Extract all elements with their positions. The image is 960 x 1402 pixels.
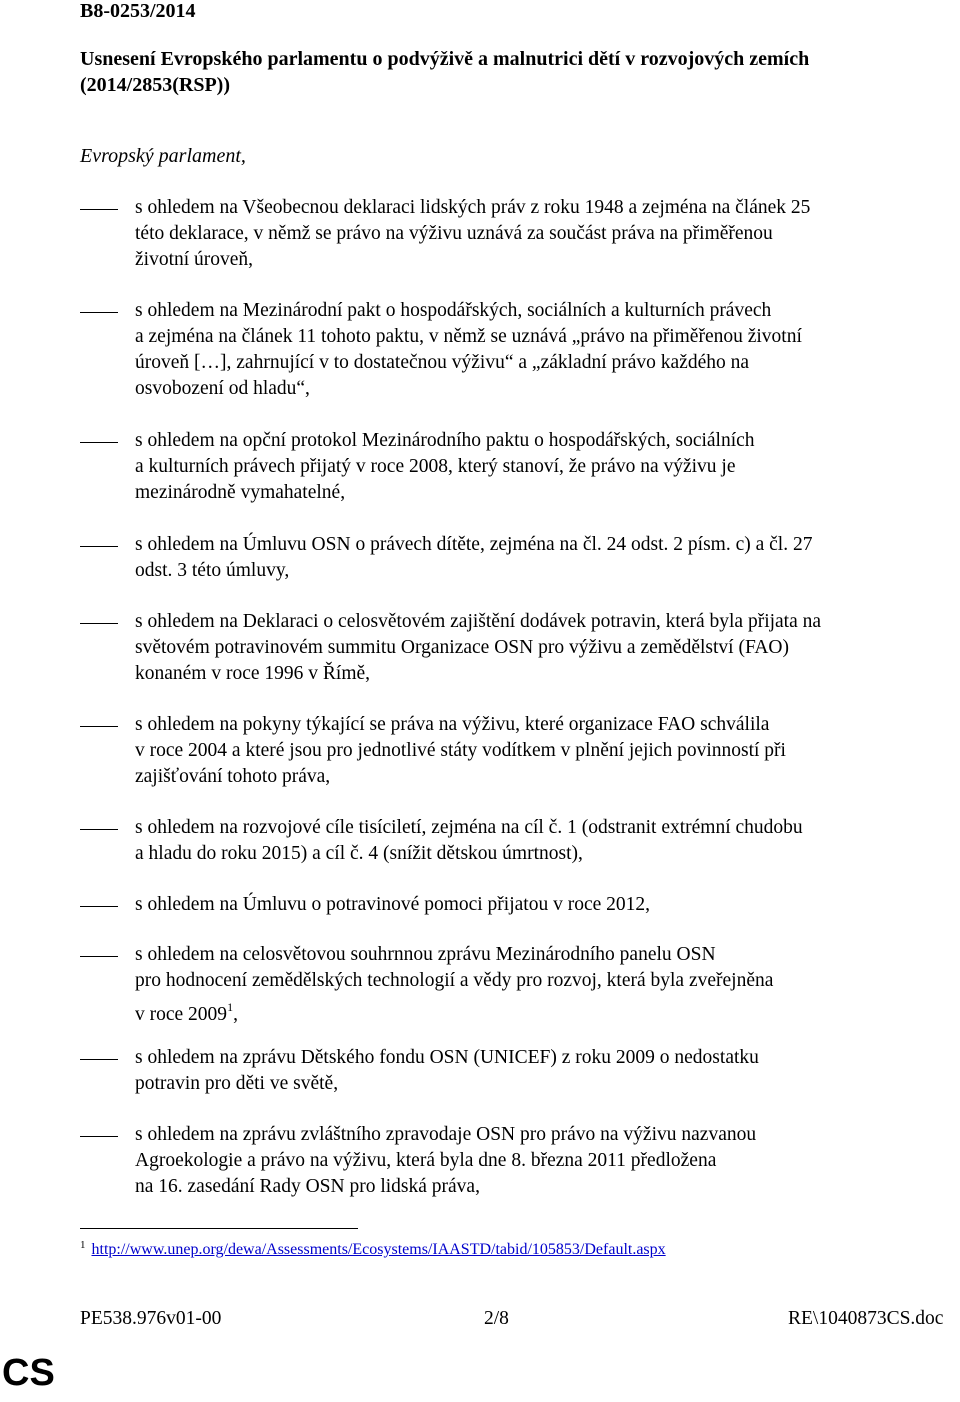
footnote-link[interactable]: http://www.unep.org/dewa/Assessments/Ecosystems/IAASTD/tabid/105853/Default.aspx (91, 1241, 666, 1258)
footnote-reference[interactable]: 1 (227, 1000, 234, 1014)
footer-file-name: RE\1040873CS.doc (788, 1308, 944, 1329)
clause-line-text: v roce 2009 (135, 1004, 228, 1025)
title-line: (2014/2853(RSP)) (80, 74, 230, 96)
clause-line: s ohledem na zprávu Dětského fondu OSN (UNICEF) z roku 2009 o nedostatku (135, 1047, 759, 1068)
clause-line: s ohledem na Úmluvu OSN o právech dítěte, zejména na čl. 24 odst. 2 písm. c) a čl. 27 (135, 534, 813, 555)
clause-line: s ohledem na zprávu zvláštního zpravodaje OSN pro právo na výživu nazvanou (135, 1124, 757, 1145)
dash-bullet (80, 956, 118, 957)
clause-line: světovém potravinovém summitu Organizace OSN pro výživu a zemědělství (FAO) (135, 637, 790, 658)
clause-text (135, 1045, 759, 1097)
footnote (80, 1239, 666, 1259)
clause-line: úroveň […], zahrnující v to dostatečnou výživu“ a „základní právo každého na (135, 352, 750, 373)
clause-line: s ohledem na Úmluvu o potravinové pomoci přijatou v roce 2012, (135, 894, 651, 915)
clause-line: životní úroveň, (135, 249, 254, 270)
clause-text (135, 532, 812, 584)
clause-text (135, 1122, 756, 1200)
dash-bullet (80, 1136, 118, 1137)
clause-line: této deklarace, v němž se právo na výživu uznává za součást práva na přiměřenou (135, 223, 773, 244)
dash-bullet (80, 312, 118, 313)
clause-line: a hladu do roku 2015) a cíl č. 4 (snížit dětskou úmrtnost), (135, 843, 583, 864)
clause-text (135, 195, 810, 273)
document-title (80, 46, 809, 98)
footer-doc-ref: PE538.976v01-00 (80, 1308, 222, 1329)
clause-line: s ohledem na Mezinárodní pakt o hospodářských, sociálních a kulturních právech (135, 300, 772, 321)
clause-line: s ohledem na Deklaraci o celosvětovém zajištění dodávek potravin, která byla přijata na (135, 611, 822, 632)
dash-bullet (80, 906, 118, 907)
intro-text: Evropský parlament, (80, 145, 246, 167)
dash-bullet (80, 546, 118, 547)
language-code: CS (2, 1352, 55, 1394)
dash-bullet (80, 209, 118, 210)
clause-line: konaném v roce 1996 v Římě, (135, 663, 371, 684)
clause-text (135, 815, 803, 867)
clause-line: s ohledem na rozvojové cíle tisíciletí, zejména na cíl č. 1 (odstranit extrémní chudobu (135, 817, 803, 838)
clause-line: s ohledem na Všeobecnou deklaraci lidských práv z roku 1948 a zejména na článek 25 (135, 197, 811, 218)
clause-line: v roce 2004 a které jsou pro jednotlivé státy vodítkem v plnění jejich povinností při (135, 740, 786, 761)
clause-line: pro hodnocení zemědělských technologií a vědy pro rozvoj, která byla zveřejněna (135, 970, 774, 991)
footnote-separator (80, 1228, 358, 1229)
document-id: B8-0253/2014 (80, 0, 196, 22)
clause-text (135, 428, 755, 506)
dash-bullet (80, 442, 118, 443)
clause-line: a zejména na článek 11 tohoto paktu, v němž se uznává „právo na přiměřenou životní (135, 326, 802, 347)
clause-text (135, 942, 773, 1028)
clause-text (135, 298, 802, 402)
dash-bullet (80, 1059, 118, 1060)
dash-bullet (80, 726, 118, 727)
clause-text (135, 712, 786, 790)
clause-line: osvobození od hladu“, (135, 378, 310, 399)
clause-line: na 16. zasedání Rady OSN pro lidská práva, (135, 1176, 480, 1197)
clause-line: zajišťování tohoto práva, (135, 766, 331, 787)
clause-line: s ohledem na pokyny týkající se práva na výživu, které organizace FAO schválila (135, 714, 770, 735)
dash-bullet (80, 623, 118, 624)
clause-text (135, 609, 821, 687)
clause-line (135, 994, 773, 1028)
dash-bullet (80, 829, 118, 830)
clause-line: a kulturních právech přijatý v roce 2008, který stanoví, že právo na výživu je (135, 456, 736, 477)
title-line: Usnesení Evropského parlamentu o podvýživě a malnutrici dětí v rozvojových zemích (80, 48, 810, 70)
footnote-number: 1 (80, 1239, 86, 1251)
clause-line: odst. 3 této úmluvy, (135, 560, 290, 581)
clause-text (135, 892, 650, 918)
footer-page-number: 2/8 (484, 1308, 509, 1329)
clause-line: potravin pro děti ve světě, (135, 1073, 339, 1094)
clause-line-punctuation: , (233, 1004, 238, 1025)
clause-line: s ohledem na celosvětovou souhrnnou zprávu Mezinárodního panelu OSN (135, 944, 716, 965)
clause-line: Agroekologie a právo na výživu, která byla dne 8. března 2011 předložena (135, 1150, 717, 1171)
clause-line: s ohledem na opční protokol Mezinárodního paktu o hospodářských, sociálních (135, 430, 755, 451)
clause-line: mezinárodně vymahatelné, (135, 482, 346, 503)
